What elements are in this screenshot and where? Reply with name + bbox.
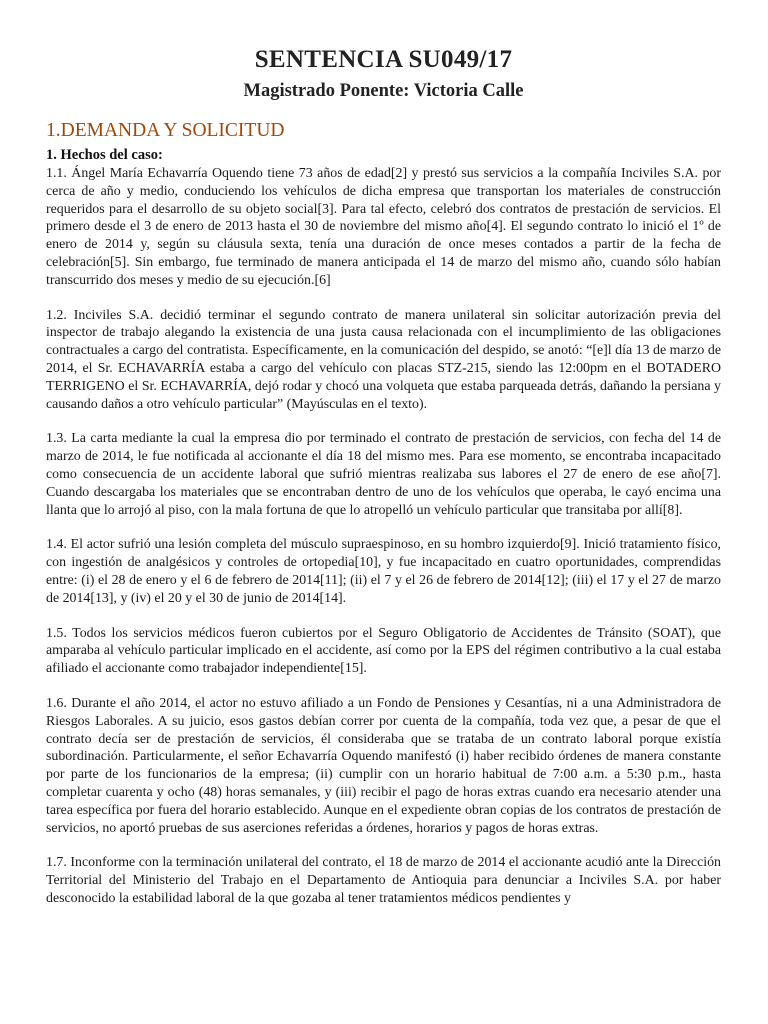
paragraph-1-4: 1.4. El actor sufrió una lesión completa del músculo supraespinoso, en su hombro izquierdo[9]. Inició tratamiento físico, con ingestión de analgésicos y controles de ortopedia[10], y fue incapacitado en cuatro oportunidades, comprendidas entre: (i) el 28 de enero y el 6 de febrero de 2014[11]; (ii) el 7 y el 26 de febrero de 2014[12]; (iii) el 17 y el 27 de marzo de 2014[13], y (iv) el 20 y el 30 de junio de 2014[14]. (46, 537, 721, 606)
paragraph-1-6: 1.6. Durante el año 2014, el actor no estuvo afiliado a un Fondo de Pensiones y Cesantías, ni a una Administradora de Riesgos Laborales. A su juicio, esos gastos debían correr por cuenta de la compañía, toda vez que, a pesar de que el contrato decía ser de prestación de servicios, él consideraba que se trataba de un contrato laboral porque existía subordinación. Particularmente, el señor Echavarría Oquendo manifestó (i) haber recibido órdenes de manera constante por parte de los funcionarios de la empresa; (ii) cumplir con un horario habitual de 7:00 a.m. a 5:30 p.m., hasta completar cuarenta y ocho (48) horas semanales, y (iii) recibir el pago de horas extras cuando era necesario atender una tarea específica por fuera del horario establecido. Aunque en el expediente obran copias de los contratos de prestación de servicios, no aportó pruebas de sus aserciones referidas a órdenes, horarios y pagos de horas extras. (46, 695, 721, 836)
paragraph-1-7: 1.7. Inconforme con la terminación unilateral del contrato, el 18 de marzo de 2014 el accionante acudió ante la Dirección Territorial del Ministerio del Trabajo en el Departamento de Antioquia para denunciar a Inciviles S.A. por haber desconocido la estabilidad laboral de la que gozaba al tener tratamientos médicos pendientes y (46, 855, 721, 906)
paragraph-1-3: 1.3. La carta mediante la cual la empresa dio por terminado el contrato de prestación de servicios, con fecha del 14 de marzo de 2014, le fue notificada al accionante el día 18 del mismo mes. Para ese momento, se encontraba incapacitado como consecuencia de un accidente laboral que sufrió mientras realizaba sus labores el 27 de enero de ese año[7]. Cuando descargaba los materiales que se encontraban dentro de uno de los vehículos que operaba, le cayó encima una llanta que lo arrojó al piso, con la mala fortuna de que lo atropelló un vehículo particular que transitaba por allí[8]. (46, 431, 721, 518)
paragraph-1-1: 1.1. Ángel María Echavarría Oquendo tiene 73 años de edad[2] y prestó sus servicios a la compañía Inciviles S.A. por cerca de año y medio, conduciendo los vehículos de dicha empresa que transportan los materiales de construcción requeridos para el desarrollo de su objeto social[3]. Para tal efecto, celebró dos contratos de prestación de servicios. El primero desde el 3 de enero de 2013 hasta el 30 de noviembre del mismo año[4]. El segundo contrato lo inició el 1º de enero de 2014 y, según su cláusula sexta, tenía una duración de once meses contados a partir de la fecha de celebración[5]. Sin embargo, fue terminado de manera anticipada el 14 de marzo del mismo año, cuando sólo habían transcurrido dos meses y medio de su ejecución.[6] (46, 166, 721, 288)
sub-heading: 1. Hechos del caso: (46, 147, 163, 163)
paragraph-1-2: 1.2. Inciviles S.A. decidió terminar el segundo contrato de manera unilateral sin solicitar autorización previa del inspector de trabajo alegando la existencia de una justa causa relacionada con el incumplimiento de las obligaciones contractuales a cargo del contratista. Específicamente, en la comunicación del despido, se anotó: “[e]l día 13 de marzo de 2014, el Sr. ECHAVARRÍA estaba a cargo del vehículo con placas STZ-215, siendo las 12:00pm en el BOTADERO TERRIGENO el Sr. ECHAVARRÍA, dejó rodar y chocó una volqueta que estaba parqueada detrás, dañando la persiana y causando daños a otro vehículo particular” (Mayúsculas en el texto). (46, 307, 721, 412)
document-body (46, 165, 721, 908)
paragraph-1-5: 1.5. Todos los servicios médicos fueron cubiertos por el Seguro Obligatorio de Accidentes de Tránsito (SOAT), que amparaba al vehículo particular implicado en el accidente, así como por la EPS del régimen contributivo a la cual estaba afiliado el accionante como trabajador independiente[15]. (46, 625, 721, 677)
document-title: SENTENCIA SU049/17 (254, 46, 513, 73)
section-heading: 1.DEMANDA Y SOLICITUD (46, 120, 285, 141)
document-subtitle: Magistrado Ponente: Victoria Calle (243, 81, 524, 101)
